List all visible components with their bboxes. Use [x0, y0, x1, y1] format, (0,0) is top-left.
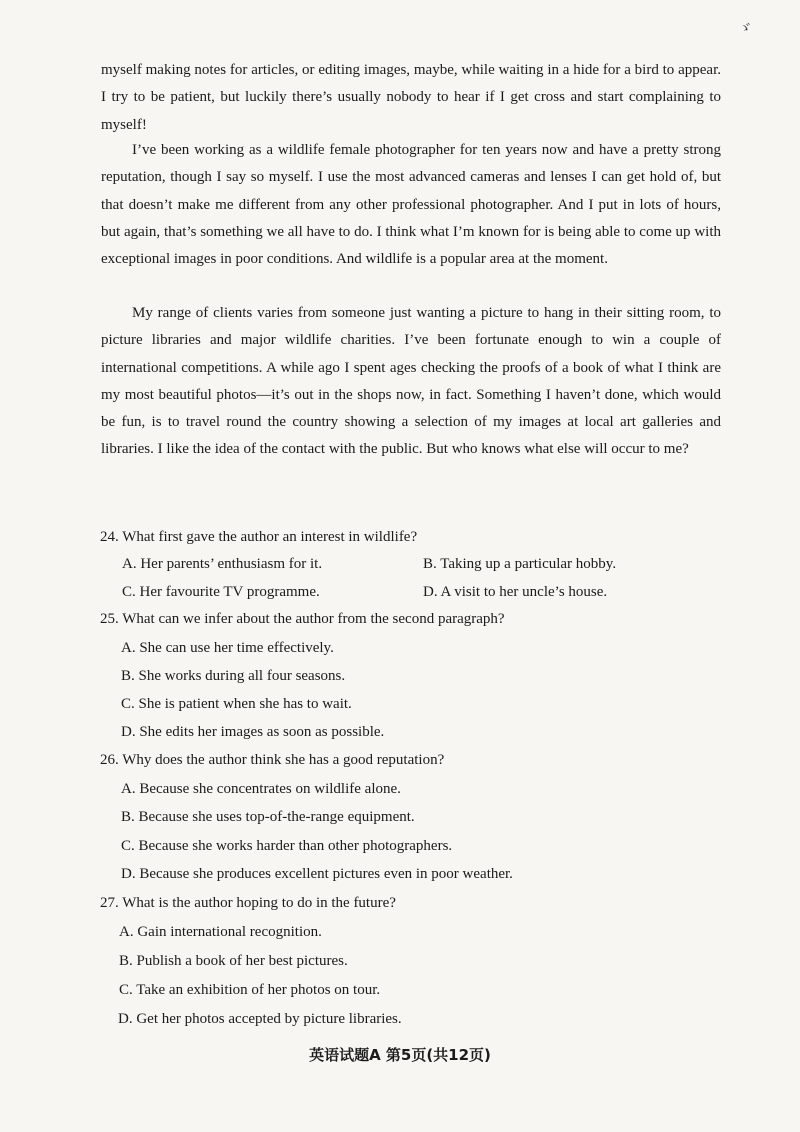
question-26-option-a: A. Because she concentrates on wildlife alone.	[121, 781, 401, 797]
question-27-option-d: D. Get her photos accepted by picture libraries.	[118, 1011, 402, 1027]
question-24-option-d: D. A visit to her uncle’s house.	[423, 584, 608, 600]
corner-handwritten-mark: ゞ	[738, 22, 752, 37]
page-footer: 英语试题A 第5页(共12页)	[309, 1046, 491, 1064]
question-25-option-d: D. She edits her images as soon as possible.	[121, 724, 385, 740]
question-26-stem: 26. Why does the author think she has a good reputation?	[100, 752, 445, 768]
question-26-option-b: B. Because she uses top-of-the-range equipment.	[121, 809, 415, 825]
question-26-option-c: C. Because she works harder than other photographers.	[121, 838, 453, 854]
question-24-option-c: C. Her favourite TV programme.	[122, 584, 320, 600]
question-26-option-d: D. Because she produces excellent pictures even in poor weather.	[121, 866, 513, 882]
question-27-option-c: C. Take an exhibition of her photos on tour.	[119, 982, 381, 998]
passage-paragraph-1: myself making notes for articles, or editing images, maybe, while waiting in a hide for a bird to appear. I try to be patient, but luckily there’s usually nobody to hear if I get cross and start complaining to myself!	[101, 62, 721, 133]
question-25-stem: 25. What can we infer about the author from the second paragraph?	[100, 611, 505, 627]
question-25-option-c: C. She is patient when she has to wait.	[121, 696, 352, 712]
question-27-stem: 27. What is the author hoping to do in the future?	[100, 895, 396, 911]
question-27-option-a: A. Gain international recognition.	[119, 924, 322, 940]
question-27-option-b: B. Publish a book of her best pictures.	[119, 953, 348, 969]
question-25-option-a: A. She can use her time effectively.	[121, 640, 334, 656]
passage-paragraph-3: My range of clients varies from someone just wanting a picture to hang in their sitting room, to picture libraries and major wildlife charities. I’ve been fortunate enough to win a couple of international competitions. A while ago I spent ages checking the proofs of a book of what I think are my most beautiful photos—it’s out in the shops now, in fact. Something I haven’t done, which would be fun, is to travel round the country showing a selection of my images at local art galleries and libraries. I like the idea of the contact with the public. But who knows what else will occur to me?	[101, 305, 721, 458]
question-24-stem: 24. What first gave the author an interest in wildlife?	[100, 529, 418, 545]
question-24-option-a: A. Her parents’ enthusiasm for it.	[122, 556, 323, 572]
question-24-option-b: B. Taking up a particular hobby.	[423, 556, 617, 572]
passage-paragraph-2: I’ve been working as a wildlife female photographer for ten years now and have a pretty strong reputation, though I say so myself. I use the most advanced cameras and lenses I can get hold of, but that doesn’t make me different from any other professional photographer. And I put in lots of hours, but again, that’s something we all have to do. I think what I’m known for is being able to come up with exceptional images in poor conditions. And wildlife is a popular area at the moment.	[101, 142, 721, 268]
question-25-option-b: B. She works during all four seasons.	[121, 668, 346, 684]
